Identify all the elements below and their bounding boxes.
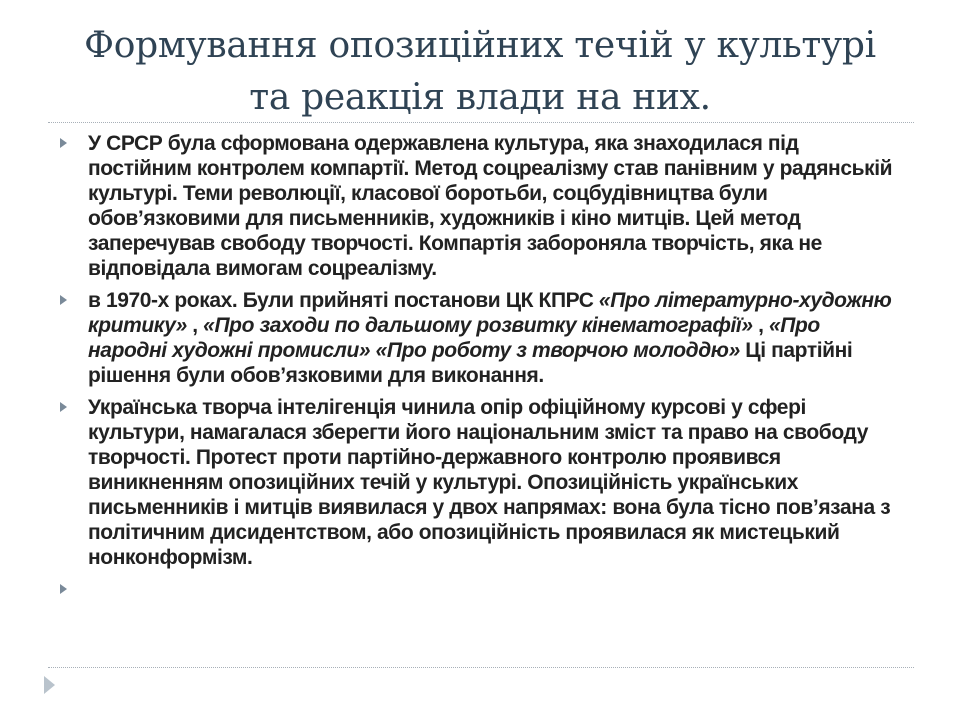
triangle-bullet-icon bbox=[60, 295, 67, 305]
title-line-2: та реакція влади на них. bbox=[249, 77, 711, 118]
slide-body bbox=[60, 131, 900, 609]
bullet-item-3 bbox=[60, 395, 900, 570]
triangle-bullet-icon bbox=[60, 584, 67, 594]
bullet-text: У СРСР була сформована одержавлена культура, яка знаходилася під постійним контролем компартії. Метод соцреалізму став панівним у радянській культурі. Теми революції, класової боротьби, соцбудівництва були обов’язковими для письменників, художників і кіно митців. Цей метод заперечував свободу творчості. Компартія забороняла творчість, яка не відповідала вимогам соцреалізму. bbox=[88, 132, 893, 280]
bullet-item-4 bbox=[60, 577, 900, 602]
resolution-title: «Про заходи по дальшому розвитку кінематографії» bbox=[203, 314, 753, 337]
slide-title bbox=[40, 20, 920, 124]
bullet-text: Українська творча інтелігенція чинила опір офіційному курсові у сфері культури, намагалася зберегти його національним зміст та право на свободу творчості. Протест проти партійно-державного контролю проявився виникненням опозиційних течій у культурі. Опозиційність українських письменників і митців виявилася у двох напрямах: вона була тісно пов’язана з політичним дисидентством, або опозиційність проявилася як мистецький нонконформізм. bbox=[88, 396, 891, 569]
triangle-bullet-icon bbox=[60, 402, 67, 412]
resolution-title: «Про роботу з творчою молоддю» bbox=[375, 339, 740, 362]
title-line-1: Формування опозиційних течій у культурі bbox=[84, 25, 876, 66]
bullet-item-1 bbox=[60, 131, 900, 281]
bullet-text-part: Ці партійні рішення були обов’язковими для виконання. bbox=[88, 339, 853, 387]
resolution-title: «Про народні художні промисли» bbox=[88, 314, 820, 362]
corner-arrow-icon bbox=[44, 676, 55, 694]
bottom-dotted-rule bbox=[48, 667, 914, 668]
resolution-title: «Про літературно-художню критику» bbox=[88, 289, 892, 337]
bullet-text-part: , bbox=[752, 314, 769, 337]
bullet-item-2 bbox=[60, 288, 900, 388]
triangle-bullet-icon bbox=[60, 138, 67, 148]
bullet-text-part: в 1970-х роках. Були прийняті постанови ЦК КПРС bbox=[88, 289, 599, 312]
bullet-text-part: , bbox=[186, 314, 204, 337]
top-dotted-rule bbox=[48, 122, 914, 123]
